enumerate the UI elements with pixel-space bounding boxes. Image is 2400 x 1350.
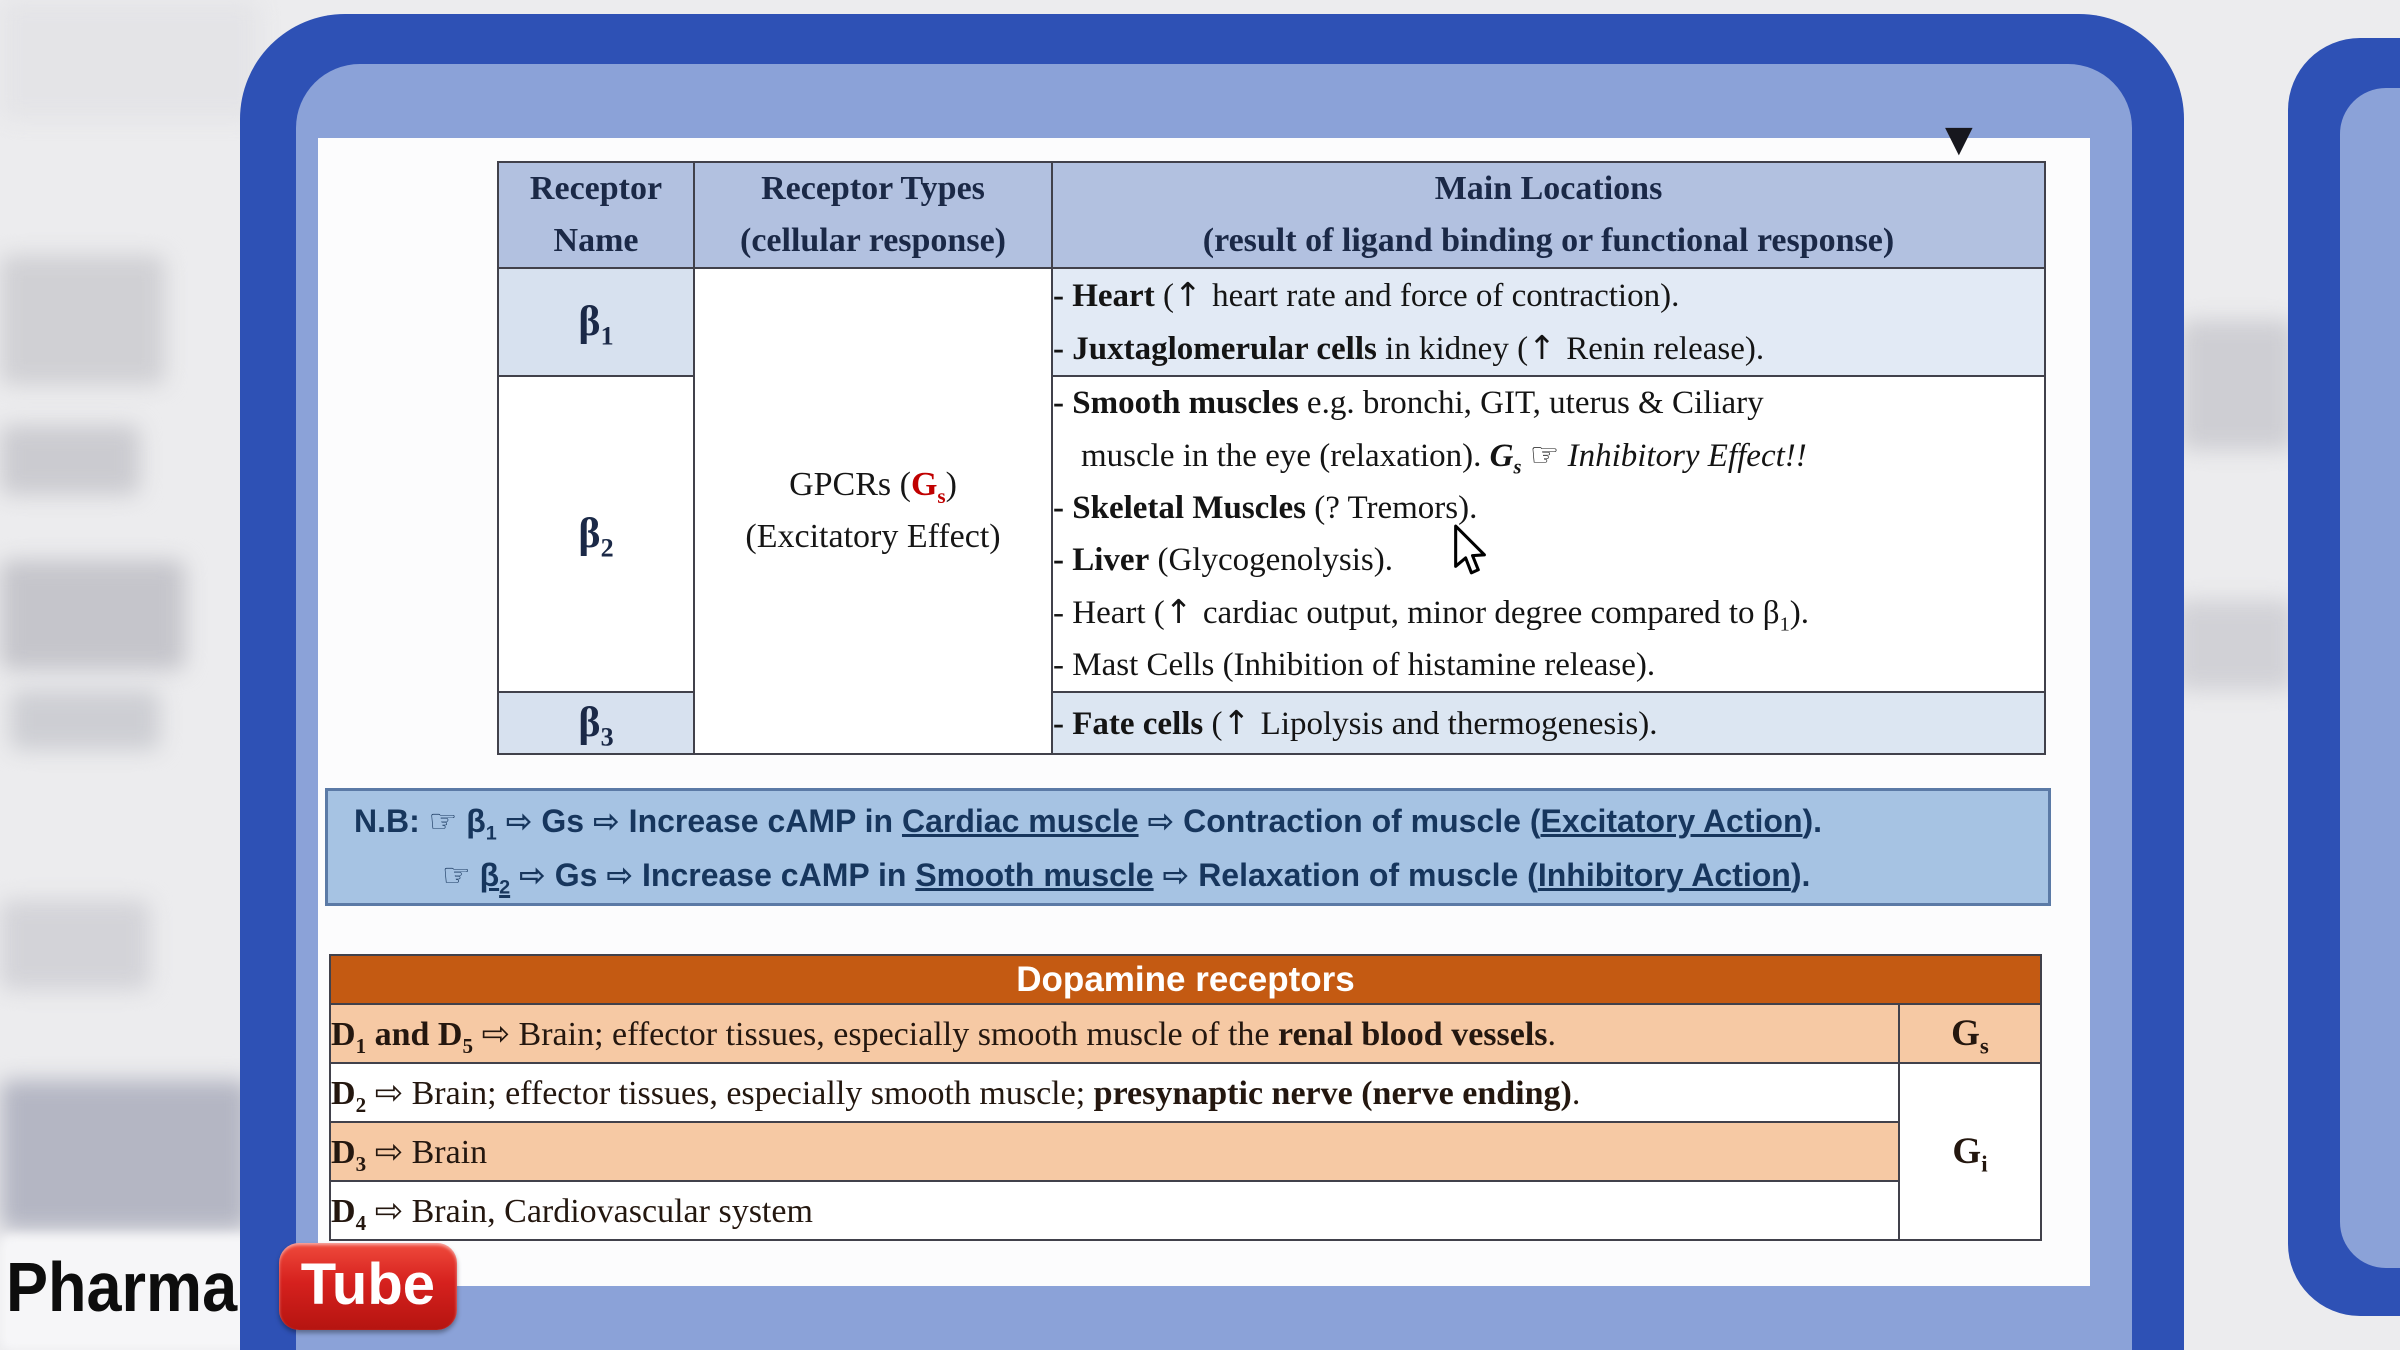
header-receptor-types: Receptor Types (cellular response) [694,162,1052,268]
dopamine-row-d1d5 [330,1004,2041,1063]
d3-cell: $D_3$ ⇨ Brain [330,1122,1899,1181]
table-row-beta1 [498,268,2045,376]
gs-cell: $G_s$ [1899,1004,2041,1063]
nb-line-2: ☞ $\beta_2$ ⇨ Gs ⇨ Increase cAMP in Smooth muscle ⇨ Relaxation of muscle (Inhibitory Action). [442,856,1811,899]
background-blur-shape [2175,600,2295,690]
background-blur-shape [10,690,160,750]
beta3-label: $\beta_3$ [498,692,694,754]
dopamine-row-d4 [330,1181,2041,1240]
dopamine-title: Dopamine receptors [330,955,2041,1004]
slide [318,119,2090,1286]
beta1-label: $\beta_1$ [498,268,694,376]
pharmatube-logo [6,1243,457,1330]
dopamine-title-row [330,955,2041,1004]
logo-tube-badge: Tube [279,1243,457,1330]
background-blur-shape [2180,320,2295,450]
d1d5-cell: $D_1$ and $D_5$ ⇨ Brain; effector tissues, especially smooth muscle of the renal blood vessels. [330,1004,1899,1063]
background-blur-shape [0,1080,250,1230]
background-blur-shape [0,0,260,120]
beta2-label: $\beta_2$ [498,376,694,692]
background-blur-shape [0,425,140,495]
gi-cell: $G_i$ [1899,1063,2041,1240]
nb-box [325,788,2051,906]
background-blur-shape [0,560,185,670]
header-receptor-name: Receptor Name [498,162,694,268]
background-blur-shape [0,255,165,385]
d2-cell: $D_2$ ⇨ Brain; effector tissues, especially smooth muscle; presynaptic nerve (nerve ending). [330,1063,1899,1122]
dopamine-row-d2 [330,1063,2041,1122]
receptor-type-cell: GPCRs $(G_s)$ (Excitatory Effect) [694,268,1052,754]
nb-line-1: N.B: ☞ $\beta_1$ ⇨ Gs ⇨ Increase cAMP in Cardiac muscle ⇨ Contraction of muscle (Excitatory Action). [354,802,1823,845]
receptor-table [497,161,2046,755]
pointer-triangle: ▼ [1945,119,1973,160]
background-blur-shape [0,900,150,990]
dopamine-table [329,954,2042,1241]
beta2-locations: - Smooth muscles e.g. bronchi, GIT, uterus & Ciliary muscle in the eye (relaxation). $G_s$ ☞ Inhibitory Effect!! - Skeletal Muscles (? Tremors). - Liver (Glycogenolysis). - Heart (↑ cardiac output, minor degree compared to $\beta_1$). - Mast Cells (Inhibition of histamine release). [1052,376,2045,692]
logo-pharma-text: Pharma [6,1247,238,1326]
beta3-locations: - Fate cells (↑ Lipolysis and thermogenesis). [1052,692,2045,754]
d4-cell: $D_4$ ⇨ Brain, Cardiovascular system [330,1181,1899,1240]
mouse-cursor [1448,524,1494,583]
dopamine-row-d3 [330,1122,2041,1181]
next-slide-inner-band [2340,88,2400,1268]
header-main-locations: Main Locations (result of ligand binding or functional response) [1052,162,2045,268]
next-slide-edge [2288,38,2400,1316]
table-header-row [498,162,2045,268]
beta1-locations: - Heart (↑ heart rate and force of contraction). - Juxtaglomerular cells in kidney (↑ Renin release). [1052,268,2045,376]
